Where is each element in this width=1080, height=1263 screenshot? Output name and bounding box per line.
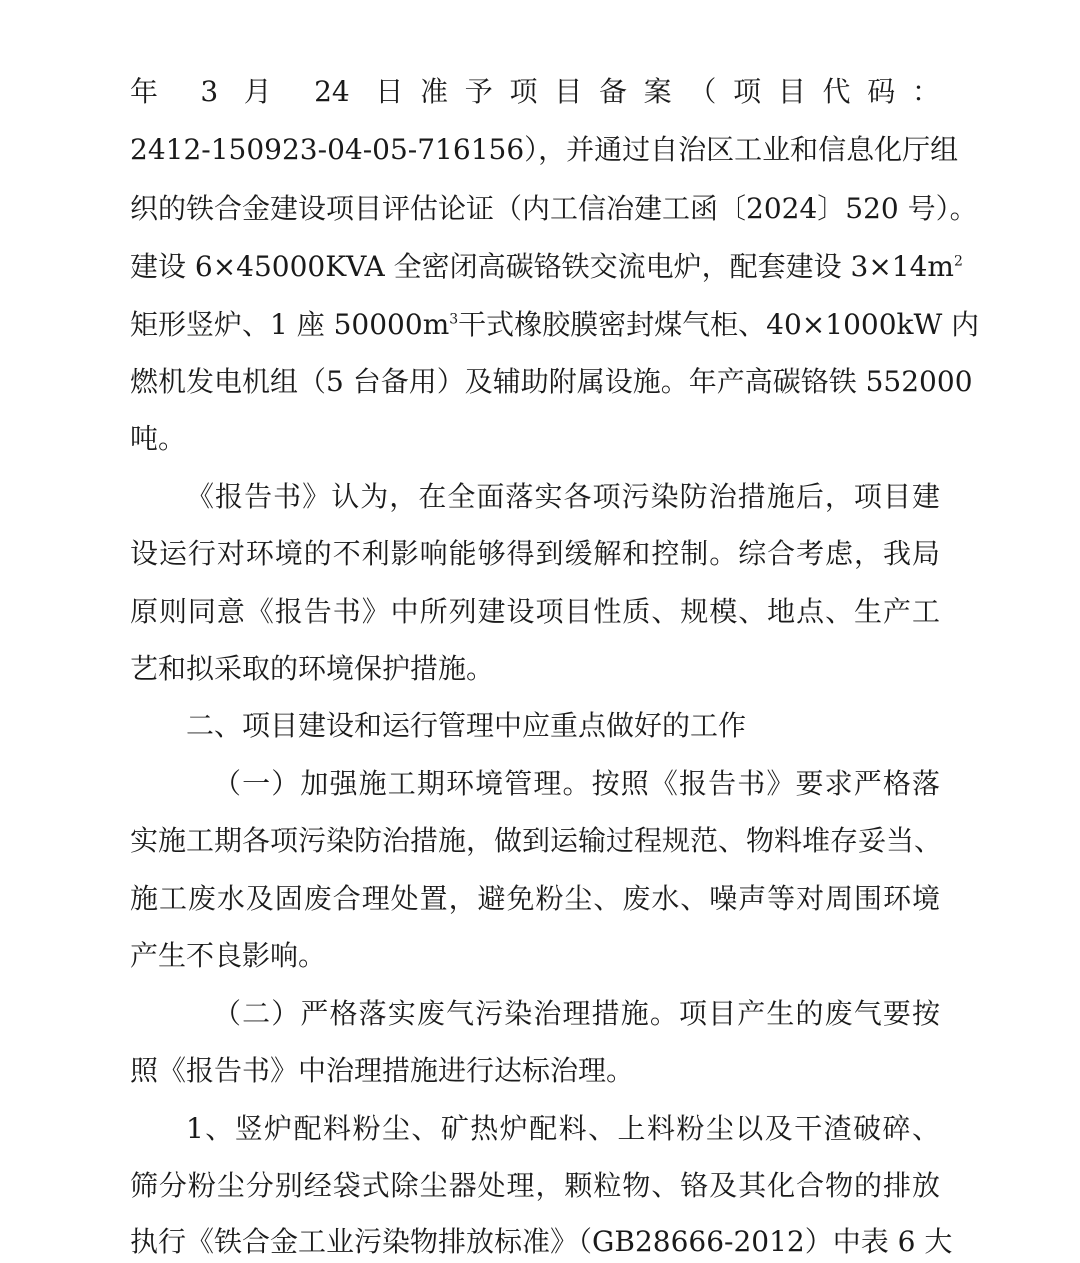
text-line: 实施工期各项污染防治措施，做到运输过程规范、物料堆存妥当、 [130,824,943,857]
text-line: 吨。 [130,422,187,455]
text-line: 织的铁合金建设项目评估论证（内工信冶建工函〔2024〕520 号）。 [130,192,978,225]
paragraph-first-line: （一）加强施工期环境管理。按照《报告书》要求严格落 [213,767,940,800]
text-line: 执行《铁合金工业污染物排放标准》（GB28666-2012）中表 6 大 [130,1225,953,1258]
text-line: 燃机发电机组（5 台备用）及辅助附属设施。年产高碳铬铁 552000 [130,365,973,398]
text-line: 设运行对环境的不利影响能够得到缓解和控制。综合考虑，我局 [130,537,940,570]
text-line: 照《报告书》中治理措施进行达标治理。 [130,1054,635,1087]
section-heading: 二、项目建设和运行管理中应重点做好的工作 [186,709,747,742]
text-segment: 建设 6×45000KVA 全密闭高碳铬铁交流电炉，配套建设 3×14m [130,250,954,283]
paragraph-first-line: 《报告书》认为，在全面落实各项污染防治措施后，项目建 [186,480,940,513]
text-segment: 干式橡胶膜密封煤气柜、40×1000kW 内 [458,308,980,341]
superscript: 2 [953,253,963,270]
text-line: 2412-150923-04-05-716156），并通过自治区工业和信息化厅组 [130,133,959,166]
text-line: 筛分粉尘分别经袋式除尘器处理，颗粒物、铬及其化合物的排放 [130,1169,940,1202]
superscript: 3 [449,311,459,328]
text-segment: 矩形竖炉、1 座 50000m [130,308,450,341]
text-line-with-superscript [130,247,963,287]
text-line: 产生不良影响。 [130,939,327,972]
text-line: 施工废水及固废合理处置，避免粉尘、废水、噪声等对周围环境 [130,882,940,915]
text-line: 艺和拟采取的环境保护措施。 [130,652,495,685]
paragraph-first-line: 1、竖炉配料粉尘、矿热炉配料、上料粉尘以及干渣破碎、 [186,1112,940,1145]
text-line: 年 3 月 24 日准予项目备案（项目代码： [130,75,940,108]
text-line: 原则同意《报告书》中所列建设项目性质、规模、地点、生产工 [130,595,940,628]
text-line-with-superscript [130,305,980,345]
paragraph-first-line: （二）严格落实废气污染治理措施。项目产生的废气要按 [213,997,940,1030]
